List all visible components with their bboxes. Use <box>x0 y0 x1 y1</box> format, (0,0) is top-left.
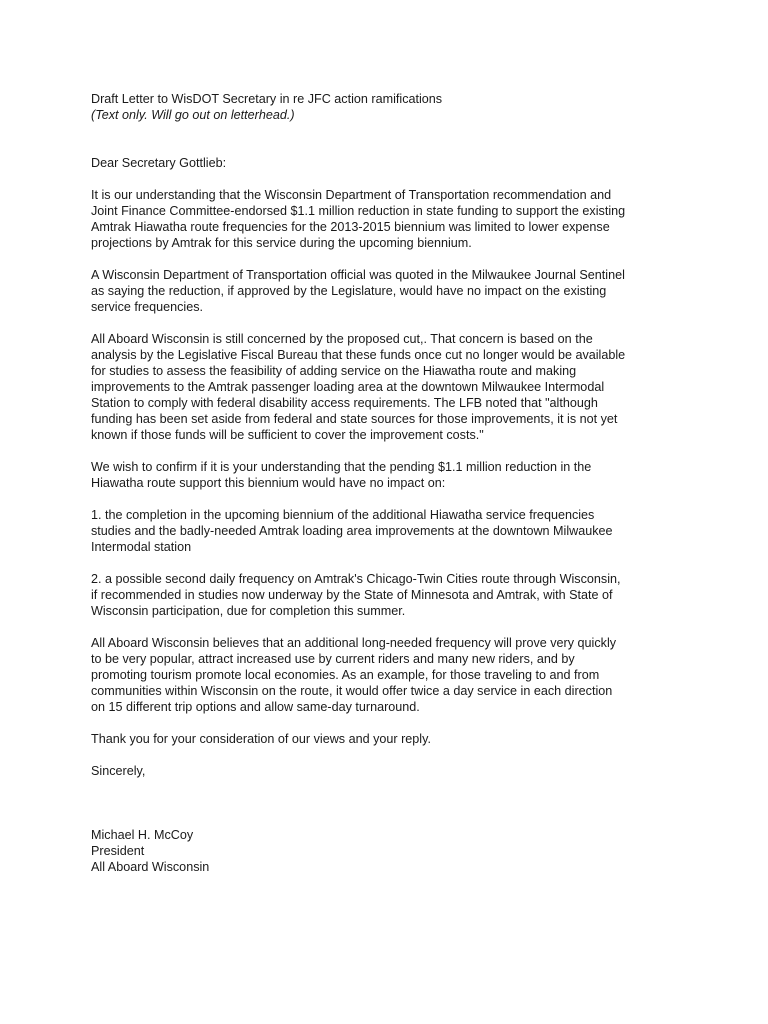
paragraph-line: projections by Amtrak for this service during the upcoming biennium. <box>91 236 472 250</box>
paragraph-line: It is our understanding that the Wisconsin Department of Transportation recommendation and <box>91 188 612 202</box>
list-item-2 <box>91 571 691 619</box>
signature-block <box>91 827 691 875</box>
paragraph-line: 2. a possible second daily frequency on Amtrak's Chicago-Twin Cities route through Wisconsin, <box>91 572 621 586</box>
paragraph-line: improvements to the Amtrak passenger loading area at the downtown Milwaukee Intermodal <box>91 380 605 394</box>
paragraph-line: Hiawatha route support this biennium would have no impact on: <box>91 476 446 490</box>
signer-title: President <box>91 844 145 858</box>
paragraph-line: studies and the badly-needed Amtrak loading area improvements at the downtown Milwaukee <box>91 524 613 538</box>
paragraph-line: analysis by the Legislative Fiscal Bureau that these funds once cut no longer would be available <box>91 348 626 362</box>
paragraph-line: All Aboard Wisconsin is still concerned by the proposed cut,. That concern is based on the <box>91 332 593 346</box>
paragraph-line: A Wisconsin Department of Transportation official was quoted in the Milwaukee Journal Sentinel <box>91 268 625 282</box>
list-item-1 <box>91 507 691 555</box>
paragraph-line: service frequencies. <box>91 300 203 314</box>
paragraph-1 <box>91 187 691 251</box>
paragraph-5 <box>91 635 691 715</box>
paragraph-line: communities within Wisconsin on the route, it would offer twice a day service in each direction <box>91 684 613 698</box>
paragraph-line: if recommended in studies now underway by the State of Minnesota and Amtrak, with State of <box>91 588 613 602</box>
paragraph-line: Intermodal station <box>91 540 192 554</box>
letter-page <box>91 91 691 875</box>
signer-name: Michael H. McCoy <box>91 828 194 842</box>
paragraph-line: to be very popular, attract increased use by current riders and many new riders, and by <box>91 652 575 666</box>
paragraph-line: funding has been set aside from federal and state sources for those improvements, it is not yet <box>91 412 618 426</box>
paragraph-4 <box>91 459 691 491</box>
paragraph-3 <box>91 331 691 443</box>
paragraph-line: 1. the completion in the upcoming biennium of the additional Hiawatha service frequencies <box>91 508 595 522</box>
closing: Sincerely, <box>91 764 146 778</box>
paragraph-line: We wish to confirm if it is your understanding that the pending $1.1 million reduction in the <box>91 460 592 474</box>
salutation: Dear Secretary Gottlieb: <box>91 156 227 170</box>
paragraph-line: Station to comply with federal disability access requirements. The LFB noted that "although <box>91 396 598 410</box>
paragraph-line: Joint Finance Committee-endorsed $1.1 million reduction in state funding to support the existing <box>91 204 626 218</box>
paragraph-line: Wisconsin participation, due for completion this summer. <box>91 604 406 618</box>
paragraph-2 <box>91 267 691 315</box>
signer-organization: All Aboard Wisconsin <box>91 860 210 874</box>
paragraph-line: known if those funds will be sufficient to cover the improvement costs." <box>91 428 484 442</box>
paragraph-line: on 15 different trip options and allow same-day turnaround. <box>91 700 420 714</box>
letterhead-note: (Text only. Will go out on letterhead.) <box>91 108 295 122</box>
paragraph-6 <box>91 731 691 747</box>
paragraph-line: Amtrak Hiawatha route frequencies for the 2013-2015 biennium was limited to lower expense <box>91 220 610 234</box>
paragraph-line: for studies to assess the feasibility of adding service on the Hiawatha route and making <box>91 364 577 378</box>
paragraph-line: All Aboard Wisconsin believes that an additional long-needed frequency will prove very quickly <box>91 636 617 650</box>
paragraph-line: Thank you for your consideration of our views and your reply. <box>91 732 431 746</box>
paragraph-line: promoting tourism promote local economies. As an example, for those traveling to and from <box>91 668 600 682</box>
paragraph-line: as saying the reduction, if approved by the Legislature, would have no impact on the existing <box>91 284 607 298</box>
letter-title: Draft Letter to WisDOT Secretary in re JFC action ramifications <box>91 92 443 106</box>
